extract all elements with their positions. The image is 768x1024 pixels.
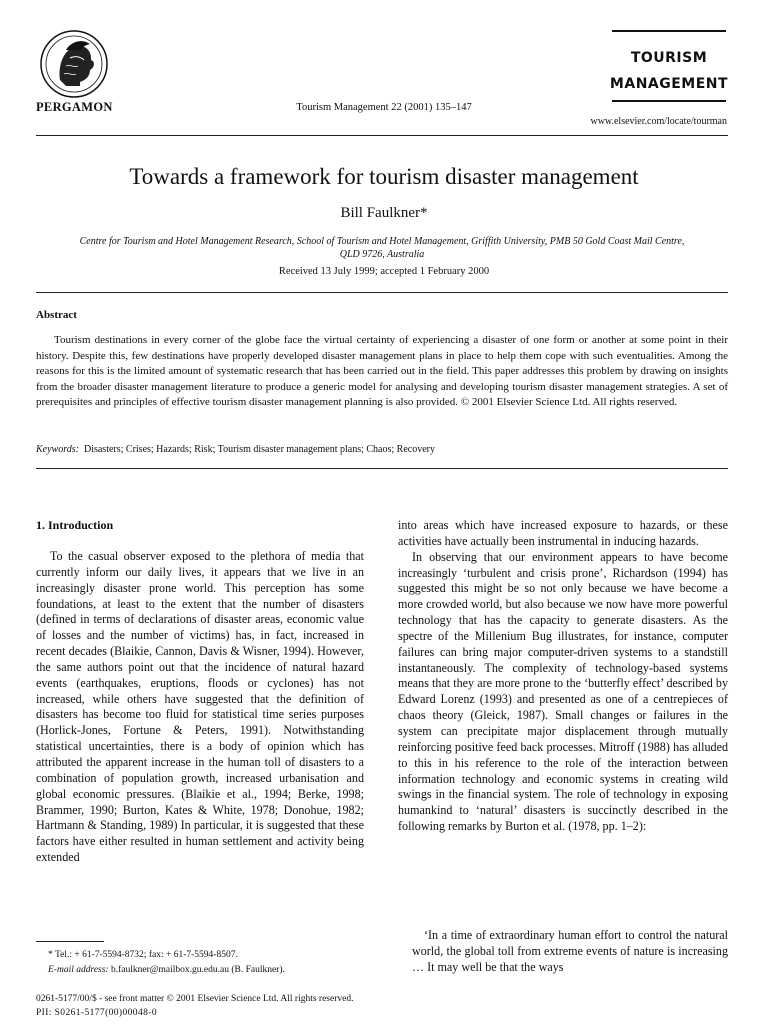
journal-citation: Tourism Management 22 (2001) 135–147: [296, 102, 472, 113]
journal-title-rule-top: [612, 30, 726, 32]
abstract-text: Tourism destinations in every corner of the globe face the virtual certainty of experiencing a disaster of one form or another at some point in their history. Despite this, few destinations have properly developed disaster management plans in place to help them cope with such eventualities. Among the reasons for this is the limited amount of systematic research that has been carried out in the field. This paper addresses this problem by drawing on insights from the broader disaster management literature to produce a generic model for analysing and developing tourism disaster management strategies. A set of prerequisites and principles of effective tourism disaster management planning is also provided. © 2001 Elsevier Science Ltd. All rights reserved.: [36, 334, 728, 409]
journal-url[interactable]: www.elsevier.com/locate/tourman: [590, 116, 727, 127]
journal-title-rule-bottom: [612, 100, 726, 102]
publisher-name: PERGAMON: [36, 100, 113, 114]
footnote-rule: [36, 941, 104, 942]
header-divider: [36, 135, 728, 136]
abstract-divider: [36, 468, 728, 469]
author-affiliation: [36, 235, 728, 261]
received-dates: Received 13 July 1999; accepted 1 February 2000: [278, 266, 490, 277]
body-paragraph: into areas which have increased exposure to hazards, or these activities have actually been instrumental in inducing hazards.: [398, 518, 728, 548]
left-column: [36, 549, 364, 866]
journal-title-line1: TOURISM: [630, 50, 708, 66]
title-divider: [36, 292, 728, 293]
body-paragraph: In observing that our environment appears to have become increasingly ‘turbulent and crisis prone’, Richardson (1994) has suggested this might be so not only because we have become a more crowded world, but also because we now have more powerful technology that has the capacity to generate disasters. As the spectre of the Millenium Bug illustrates, for instance, computer failures can bring major computer-driven systems to a standstill instantaneously. The complexity of technology-based systems means that they are more prone to the ‘butterfly effect’ described by Edward Lorenz (1993) and presented as one of a centrepieces of chaos theory (Gleick, 1987). Small changes or failures in the system can precipitate major displacement through mutually reinforcing positive feed back processes. Mitroff (1988) has alluded to this in his reference to the role of the interaction between information technology and economic systems in creating wild swings in the financial system. The role of technology in exposing humankind to ‘natural’ disasters is succinctly described in the following remarks by Burton et al. (1978, pp. 1–2):: [398, 549, 728, 834]
footnote-contact: * Tel.: + 61-7-5594-8732; fax: + 61-7-5594-8507.: [48, 950, 238, 960]
pergamon-athena-head-logo: [36, 28, 112, 100]
right-column: [398, 518, 728, 835]
body-paragraph: To the casual observer exposed to the plethora of media that currently inform our daily lives, it appears that we live in an increasingly disaster prone world. This perception has some foundations, at least to the extent that the number of disasters (defined in terms of declarations of disaster areas, economic value of losses and the number of victims) has, in fact, increased in recent decades (Blaikie, Cannon, Davis & Wisner, 1994). However, the same authors point out that the incidence of natural hazard events (earthquakes, eruptions, floods or cyclones) has not increased, while others have suggested that the definition of disasters has become too fluid for statistical time series purposes (Horlick-Jones, Fortune & Peters, 1991). Notwithstanding statistical uncertainties, there is a body of opinion which has attributed the apparent increase in the human toll of disasters to a combination of population growth, increased urbanisation and global economic pressures. (Blaikie et al., 1994; Berke, 1998; Brammer, 1990; Burton, Kates & White, 1978; Donohue, 1982; Hartmann & Standing, 1989) In particular, it is suggested that these factors have either resulted in human settlement and activity being extended: [36, 549, 364, 865]
journal-title-line2: MANAGEMENT: [609, 76, 729, 92]
email-label: E-mail address:: [48, 965, 109, 975]
section-heading-introduction: 1. Introduction: [36, 518, 114, 532]
article-title: Towards a framework for tourism disaster management: [129, 164, 639, 189]
pii-line: PII: S0261-5177(00)00048-0: [36, 1008, 157, 1018]
keywords-line: [36, 444, 728, 455]
abstract-heading: Abstract: [36, 309, 77, 321]
copyright-line: 0261-5177/00/$ - see front matter © 2001 Elsevier Science Ltd. All rights reserved.: [36, 994, 354, 1004]
block-quote: ‘In a time of extraordinary human effort to control the natural world, the global toll from extreme events of nature is increasing … It may well be that the ways: [412, 928, 728, 974]
keywords-label: Keywords:: [36, 444, 79, 455]
footnote-email: [48, 965, 285, 975]
keywords-list: Disasters; Crises; Hazards; Risk; Tourism disaster management plans; Chaos; Recovery: [83, 444, 435, 455]
affiliation-line2: QLD 9726, Australia: [339, 249, 425, 260]
affiliation-line1: Centre for Tourism and Hotel Management Research, School of Tourism and Hotel Management, Griffith University, PMB 50 Gold Coast Mail Centre,: [79, 236, 685, 247]
email-address[interactable]: b.faulkner@mailbox.gu.edu.au (B. Faulkner).: [110, 965, 285, 975]
article-author: Bill Faulkner*: [340, 205, 428, 221]
